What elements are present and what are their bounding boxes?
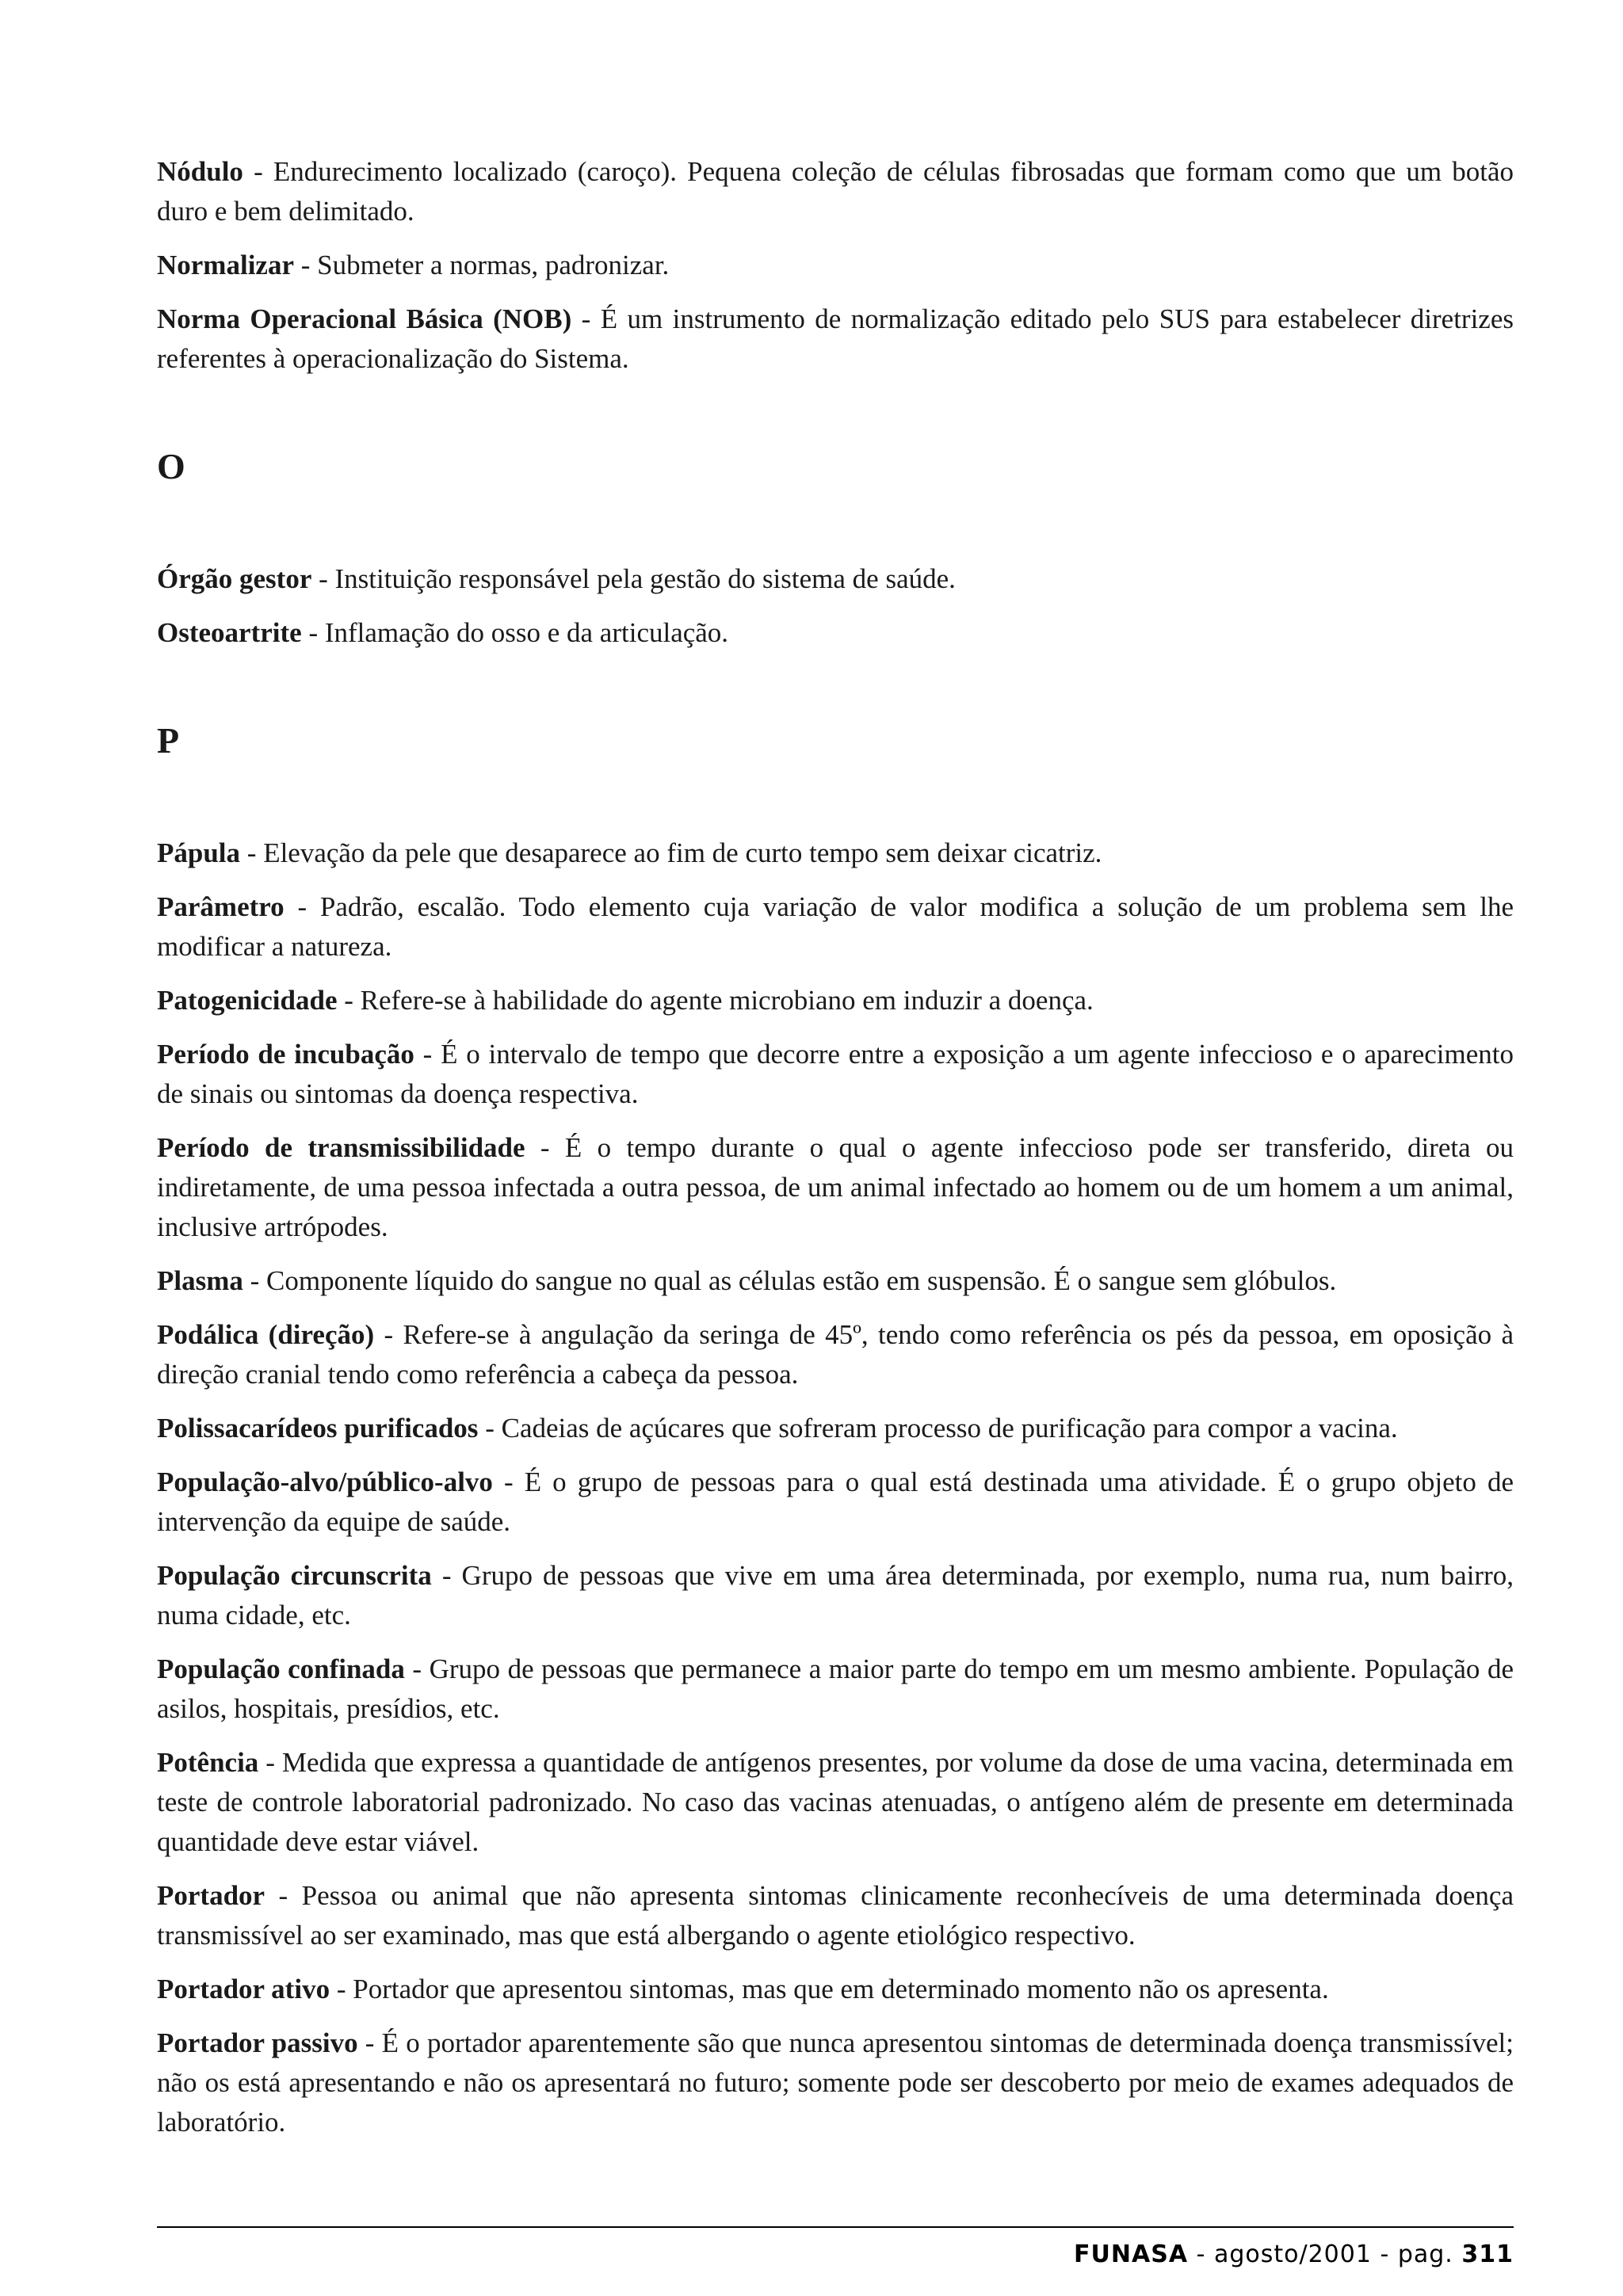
entry-definition: - Medida que expressa a quantidade de antígenos presentes, por volume da dose de uma vacina, determinada em teste de controle laboratorial padronizado. No caso das vacinas atenuadas, o antígeno além de presente em determinada quantidade deve estar viável. [157, 1747, 1514, 1857]
entry-term: Período de incubação [157, 1039, 414, 1070]
footer-brand: FUNASA [1074, 2241, 1189, 2268]
glossary-entry [157, 1128, 1514, 1247]
entry-term: Plasma [157, 1265, 243, 1296]
glossary-entry [157, 1261, 1514, 1301]
page-footer [1074, 2241, 1514, 2268]
entry-term: Polissacarídeos purificados [157, 1413, 479, 1444]
entry-definition: - É o intervalo de tempo que decorre entre a exposição a um agente infeccioso e o aparecimento de sinais ou sintomas da doença respectiva. [157, 1039, 1514, 1109]
entry-term: Portador [157, 1880, 265, 1911]
entry-definition: - Endurecimento localizado (caroço). Pequena coleção de células fibrosadas que formam como que um botão duro e bem delimitado. [157, 156, 1514, 227]
entry-definition: - Refere-se à angulação da seringa de 45º, tendo como referência os pés da pessoa, em oposição à direção cranial tendo como referência a cabeça da pessoa. [157, 1319, 1514, 1390]
entry-term: Normalizar [157, 250, 294, 280]
entry-term: População confinada [157, 1653, 405, 1684]
entry-definition: - Grupo de pessoas que permanece a maior parte do tempo em um mesmo ambiente. População de asilos, hospitais, presídios, etc. [157, 1653, 1514, 1724]
entry-definition: - Padrão, escalão. Todo elemento cuja variação de valor modifica a solução de um problema sem lhe modificar a natureza. [157, 891, 1514, 962]
entry-term: Pápula [157, 837, 241, 868]
section-p [157, 667, 1514, 2142]
page-number: 311 [1461, 2241, 1514, 2268]
glossary-entry [157, 246, 1514, 285]
entry-definition: - É o grupo de pessoas para o qual está destinada uma atividade. É o grupo objeto de intervenção da equipe de saúde. [157, 1466, 1514, 1537]
footer-date: - agosto/2001 - pag. [1188, 2241, 1462, 2268]
entry-term: Portador passivo [157, 2027, 358, 2058]
glossary-entry [157, 1743, 1514, 1862]
entry-definition: - É o tempo durante o qual o agente infeccioso pode ser transferido, direta ou indiretamente, de uma pessoa infectada a outra pessoa, de um animal infectado ao homem ou de um homem a um animal, inclusive artrópodes. [157, 1132, 1514, 1242]
entry-definition: - Elevação da pele que desaparece ao fim de curto tempo sem deixar cicatriz. [240, 837, 1102, 868]
entry-term: Potência [157, 1747, 259, 1778]
glossary-entry [157, 1035, 1514, 1114]
entry-term: Norma Operacional Básica (NOB) [157, 303, 572, 334]
entry-term: Portador ativo [157, 1974, 330, 2004]
entry-definition: - É um instrumento de normalização editado pelo SUS para estabelecer diretrizes referentes à operacionalização do Sistema. [157, 303, 1514, 374]
entry-definition: - Grupo de pessoas que vive em uma área determinada, por exemplo, numa rua, num bairro, numa cidade, etc. [157, 1560, 1514, 1630]
entry-definition: - Inflamação do osso e da articulação. [301, 617, 729, 648]
entry-definition: - Cadeias de açúcares que sofreram processo de purificação para compor a vacina. [478, 1413, 1398, 1444]
entry-definition: - É o portador aparentemente são que nunca apresentou sintomas de determinada doença transmissível; não os está apresentando e não os apresentará no futuro; somente pode ser descoberto por meio de exames adequados de laboratório. [157, 2027, 1514, 2138]
section-o [157, 393, 1514, 653]
section-letter-heading: P [157, 720, 180, 761]
entry-term: Parâmetro [157, 891, 285, 922]
entry-definition: - Componente líquido do sangue no qual as células estão em suspensão. É o sangue sem glóbulos. [242, 1265, 1337, 1296]
glossary-entry [157, 559, 1514, 599]
glossary-entry [157, 833, 1514, 873]
glossary-entry [157, 887, 1514, 967]
glossary-entry [157, 981, 1514, 1020]
entry-term: Período de transmissibilidade [157, 1132, 525, 1163]
glossary-entry [157, 1409, 1514, 1448]
entry-definition: - Refere-se à habilidade do agente microbiano em induzir a doença. [337, 985, 1094, 1016]
entry-term: Osteoartrite [157, 617, 302, 648]
glossary-entry [157, 1970, 1514, 2009]
entry-term: Podálica (direção) [157, 1319, 375, 1350]
entry-definition: - Instituição responsável pela gestão do sistema de saúde. [311, 563, 956, 594]
entry-term: Patogenicidade [157, 985, 338, 1016]
section-letter-heading: O [157, 446, 185, 486]
section-n-continued [157, 152, 1514, 379]
glossary-entry [157, 1463, 1514, 1542]
glossary-entry [157, 299, 1514, 379]
entry-definition: - Submeter a normas, padronizar. [293, 250, 670, 280]
entry-definition: - Pessoa ou animal que não apresenta sintomas clinicamente reconhecíveis de uma determinada doença transmissível ao ser examinado, mas que está albergando o agente etiológico respectivo. [157, 1880, 1514, 1951]
glossary-entry [157, 1650, 1514, 1729]
entry-definition: - Portador que apresentou sintomas, mas que em determinado momento não os apresenta. [330, 1974, 1329, 2004]
glossary-entry [157, 613, 1514, 653]
glossary-entry [157, 1315, 1514, 1394]
entry-term: Órgão gestor [157, 563, 312, 594]
entry-term: População circunscrita [157, 1560, 432, 1591]
entry-term: Nódulo [157, 156, 243, 187]
glossary-entry [157, 1556, 1514, 1635]
footer-divider [157, 2226, 1514, 2228]
glossary-page [157, 152, 1514, 2157]
entry-term: População-alvo/público-alvo [157, 1466, 493, 1497]
glossary-entry [157, 1876, 1514, 1955]
glossary-entry [157, 152, 1514, 231]
glossary-entry [157, 2023, 1514, 2142]
